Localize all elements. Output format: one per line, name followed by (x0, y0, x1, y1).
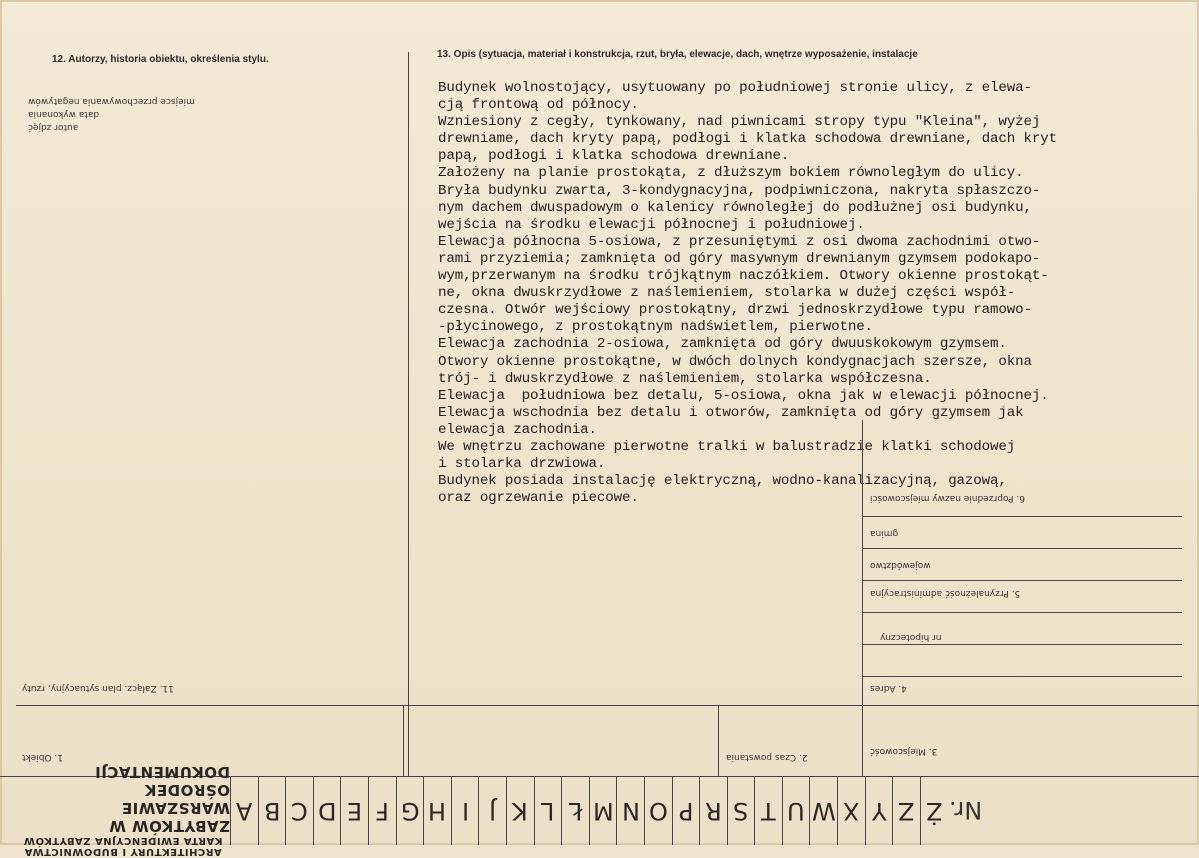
org-line-2: ZABYTKÓW W WARSZAWIE (108, 799, 230, 836)
typed-line: trój- i dwuskrzydłowe z naślemieniem, stolarka współczesna. (438, 370, 932, 387)
index-letter-cell (616, 776, 644, 845)
hipoteczny-rule (862, 644, 1182, 645)
index-letter-cell (672, 776, 700, 845)
typed-line: czesna. Otwór wejściowy prostokątny, drzwi jednoskrzydłowe typu ramowo- (438, 302, 1032, 319)
index-letter: C (291, 796, 308, 825)
typed-line: -płycinowego, z prostokątnym nadświetlem, pierwotne. (438, 319, 873, 336)
photo-author-label: autor zdjęć (28, 122, 79, 132)
photo-storage-label: miejsce przechowywania negatywów (28, 96, 195, 106)
field5-rule (862, 612, 1182, 613)
index-letter: N (621, 796, 640, 825)
typed-line: Budynek wolnostojący, usytuowany po południowej stronie ulicy, z elewa- (438, 80, 1032, 96)
index-letter: T (761, 796, 776, 825)
index-letter: G (400, 796, 420, 825)
index-letter-cell (478, 776, 506, 845)
typed-line: Wzniesiony z cegły, tynkowany, nad piwnicami stropy typu "Kleina", wyżej (438, 114, 1041, 131)
index-letter-cell (754, 776, 782, 845)
index-letter-cell (285, 776, 313, 845)
index-letter-cell (782, 776, 810, 845)
typed-line: Elewacja północna 5-osiowa, z przesuniętymi z osi dwoma zachodnimi otwo- (438, 233, 1041, 250)
org-line-3: KARTA EWIDENCYJNA ZABYTKÓW (23, 835, 223, 847)
index-letter-cell (258, 776, 286, 845)
center-divider (408, 52, 409, 776)
index-letter-cell (865, 776, 893, 845)
section-12-heading: 12. Autorzy, historia obiektu, określenia stylu. (52, 54, 269, 65)
typed-line: papą, podłogi i klatka schodowa drewniane. (438, 148, 790, 165)
field-3-label: 3. Miejscowość (870, 746, 938, 756)
section-13-heading: 13. Opis (sytuacja, materiał i konstrukcja, rzut, bryła, elewacje, dach, wnętrze wyposażenie, instalacje (437, 49, 918, 60)
index-letter-cell (644, 776, 672, 845)
typed-line: Elewacja południowa bez detalu, 5-osiowa, okna jak w elewacji północnej. (438, 387, 1049, 404)
typed-line: ne, okna dwuskrzydłowe z naślemieniem, stolarka w dużej części współ- (438, 285, 1016, 302)
index-letter: A (236, 796, 253, 825)
field-11-label: 11. Załącz. plan sytuacyjny, rzuty (22, 683, 174, 693)
index-letter: E (347, 796, 363, 825)
typed-line: Otwory okienne prostokątne, w dwóch dolnych kondygnacjach szersze, okna (438, 353, 1032, 370)
field-2-label: 2. Czas powstania (726, 752, 808, 762)
typed-line: Budynek posiada instalację elektryczną, wodno-kanalizacyjną, gazową, (438, 473, 1007, 490)
field-5c-label: gmina (870, 528, 899, 538)
index-letter-cell (230, 776, 258, 845)
field-4-label: 4. Adres (870, 683, 907, 693)
index-letter: K (512, 796, 529, 825)
index-letter-cell (589, 776, 617, 845)
organization-block (16, 763, 230, 858)
typed-line: i stolarka drzwiowa. (438, 456, 606, 473)
org-line-1: OŚRODEK DOKUMENTACJI (94, 763, 230, 800)
index-letter: P (678, 796, 694, 825)
index-letter-cell (727, 776, 755, 845)
typed-line: drewniame, dach kryty papą, podłogi i klatka schodowa drewniane, dach kryt (438, 131, 1057, 148)
field-6-label: 6. Poprzednie nazwy miejscowości (870, 493, 1025, 503)
index-letter: Z (898, 796, 915, 825)
typed-line: nym dachem dwuspadowym o kalenicy równoległej do podłużnej osi budynku, (438, 199, 1032, 216)
upper-row-rule (16, 705, 1199, 706)
typed-line: elewacja zachodnia. (438, 421, 597, 438)
index-letter-cell (396, 776, 424, 845)
photo-date-label: data wykonania (28, 109, 100, 119)
index-letter-cell (837, 776, 865, 845)
typed-line: cją frontową od północy. (438, 97, 639, 114)
index-letter: B (263, 796, 281, 825)
typed-line: Założeny na planie prostokąta, z dłuższym bokiem równoległym do ulicy. (438, 165, 1024, 182)
index-letter-cell (892, 776, 920, 845)
typed-line: oraz ogrzewanie piecowe. (438, 490, 639, 507)
index-letter: U (787, 796, 805, 825)
typed-line: Elewacja wschodnia bez detalu i otworów, zamknięta od góry gzymsem jak (438, 404, 1024, 421)
org-line-4: ARCHITEKTURY I BUDOWNICTWA (24, 846, 222, 858)
index-letter: W (811, 796, 836, 825)
field-5b-label: województwo (870, 560, 931, 570)
index-letter: Ł (568, 796, 583, 825)
field-5-label: 5. Przynależność administracyjna (870, 588, 1021, 598)
typed-line: Elewacja zachodnia 2-osiowa, zamknięta od góry dwuuskokowym gzymsem. (438, 336, 1007, 353)
index-letter: X (843, 796, 860, 825)
typewritten-description (438, 80, 1178, 507)
date-field-divider (718, 705, 719, 776)
index-letter: F (375, 796, 390, 825)
index-letter-cell (561, 776, 589, 845)
typed-line: wejścia na środku elewacji północnej i południowej. (438, 216, 865, 233)
wojewodztwo-rule (862, 580, 1182, 581)
index-letter-cell (809, 776, 837, 845)
index-letter-cell (340, 776, 368, 845)
index-letter: J (489, 796, 497, 825)
index-letter: H (428, 796, 447, 825)
field-1-label: 1. Obiekt (22, 752, 64, 762)
index-letter: R (705, 796, 722, 825)
index-letter-cell (313, 776, 341, 845)
index-letter: M (592, 796, 614, 825)
index-letter-cell (699, 776, 727, 845)
field6-rule (862, 516, 1182, 517)
index-letter: O (648, 796, 668, 825)
field4-rule (862, 676, 1182, 677)
typed-line: We wnętrzu zachowane pierwotne tralki w balustradzie klatki schodowej (438, 438, 1016, 455)
index-letter-cell (451, 776, 479, 845)
alphabet-index-strip (230, 776, 1199, 845)
typed-line: rami przyziemia; zamknięta od góry masywnym drewnianym gzymsem podokapo- (438, 250, 1041, 267)
number-field-label: Nr. (949, 796, 983, 824)
index-letter: S (733, 796, 749, 825)
index-letter-cell (534, 776, 562, 845)
index-letter: Y (871, 796, 887, 825)
index-letter: I (461, 796, 469, 825)
left-bottom-divider (403, 705, 404, 776)
index-letter: Ż (925, 796, 943, 825)
index-letter: L (541, 796, 555, 825)
index-letter-cell (920, 776, 948, 845)
index-letter-cell (368, 776, 396, 845)
typed-line: Bryła budynku zwarta, 3-kondygnacyjna, podpiwniczona, nakryta spłaszczo- (438, 182, 1041, 199)
typed-line: wym,przerwanym na środku trójkątnym naczółkiem. Otwory okienne prostokąt- (438, 268, 1049, 285)
field-4b-label: nr hipoteczny (880, 632, 942, 642)
index-letter-cell (423, 776, 451, 845)
gmina-rule (862, 548, 1182, 549)
index-letter: D (317, 796, 337, 825)
index-letter-cell (506, 776, 534, 845)
